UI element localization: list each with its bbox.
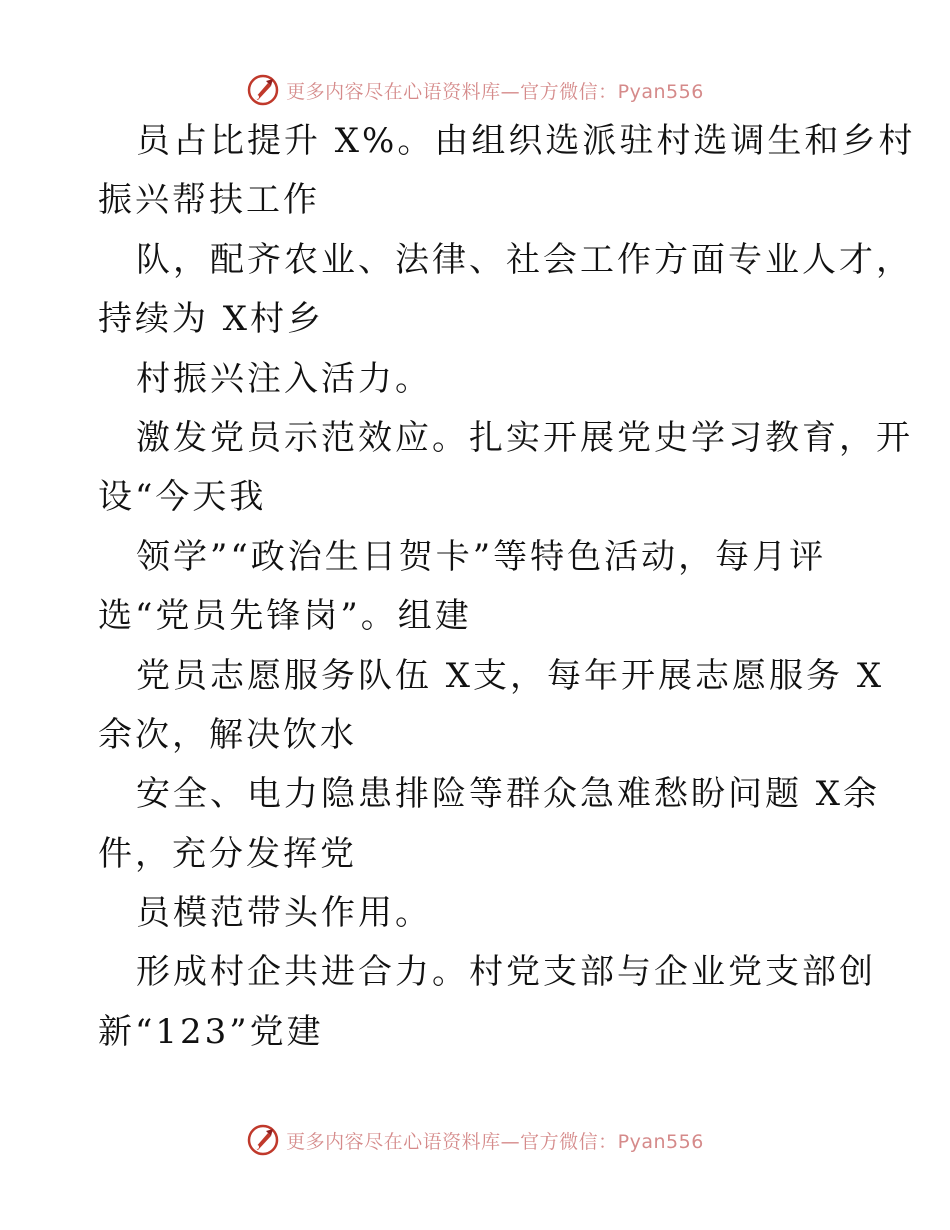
text-line: 余次，解决饮水 xyxy=(98,714,357,755)
text-line: 激发党员示范效应。扎实开展党史学习教育，开 xyxy=(136,417,913,458)
quill-seal-icon xyxy=(246,73,280,107)
text-line: 选“党员先锋岗”。组建 xyxy=(98,596,472,637)
text-line: 村振兴注入活力。 xyxy=(136,358,432,399)
text-line: 持续为 X村乡 xyxy=(98,299,325,340)
header-watermark xyxy=(0,70,950,110)
text-line: 形成村企共进合力。村党支部与企业党支部创 xyxy=(136,952,876,993)
text-line: 队，配齐农业、法律、社会工作方面专业人才， xyxy=(136,239,913,280)
text-line: 安全、电力隐患排险等群众急难愁盼问题 X余 xyxy=(136,774,881,815)
document-body xyxy=(98,112,916,1062)
text-line: 员占比提升 X%。由组织选派驻村选调生和乡村 xyxy=(136,121,916,161)
quill-seal-icon xyxy=(246,1123,280,1157)
text-line: 领学”“政治生日贺卡”等特色活动，每月评 xyxy=(136,536,827,577)
text-line: 振兴帮扶工作 xyxy=(98,180,320,221)
watermark-text: 更多内容尽在心语资料库—官方微信：Pyan556 xyxy=(286,1130,704,1153)
watermark-text: 更多内容尽在心语资料库—官方微信：Pyan556 xyxy=(286,80,704,103)
footer-watermark xyxy=(0,1120,950,1160)
text-line: 件，充分发挥党 xyxy=(98,833,357,874)
text-line: 设“今天我 xyxy=(98,477,267,518)
text-line: 员模范带头作用。 xyxy=(136,893,432,934)
text-line: 新“123”党建 xyxy=(98,1011,324,1052)
text-line: 党员志愿服务队伍 X支，每年开展志愿服务 X xyxy=(136,655,885,696)
